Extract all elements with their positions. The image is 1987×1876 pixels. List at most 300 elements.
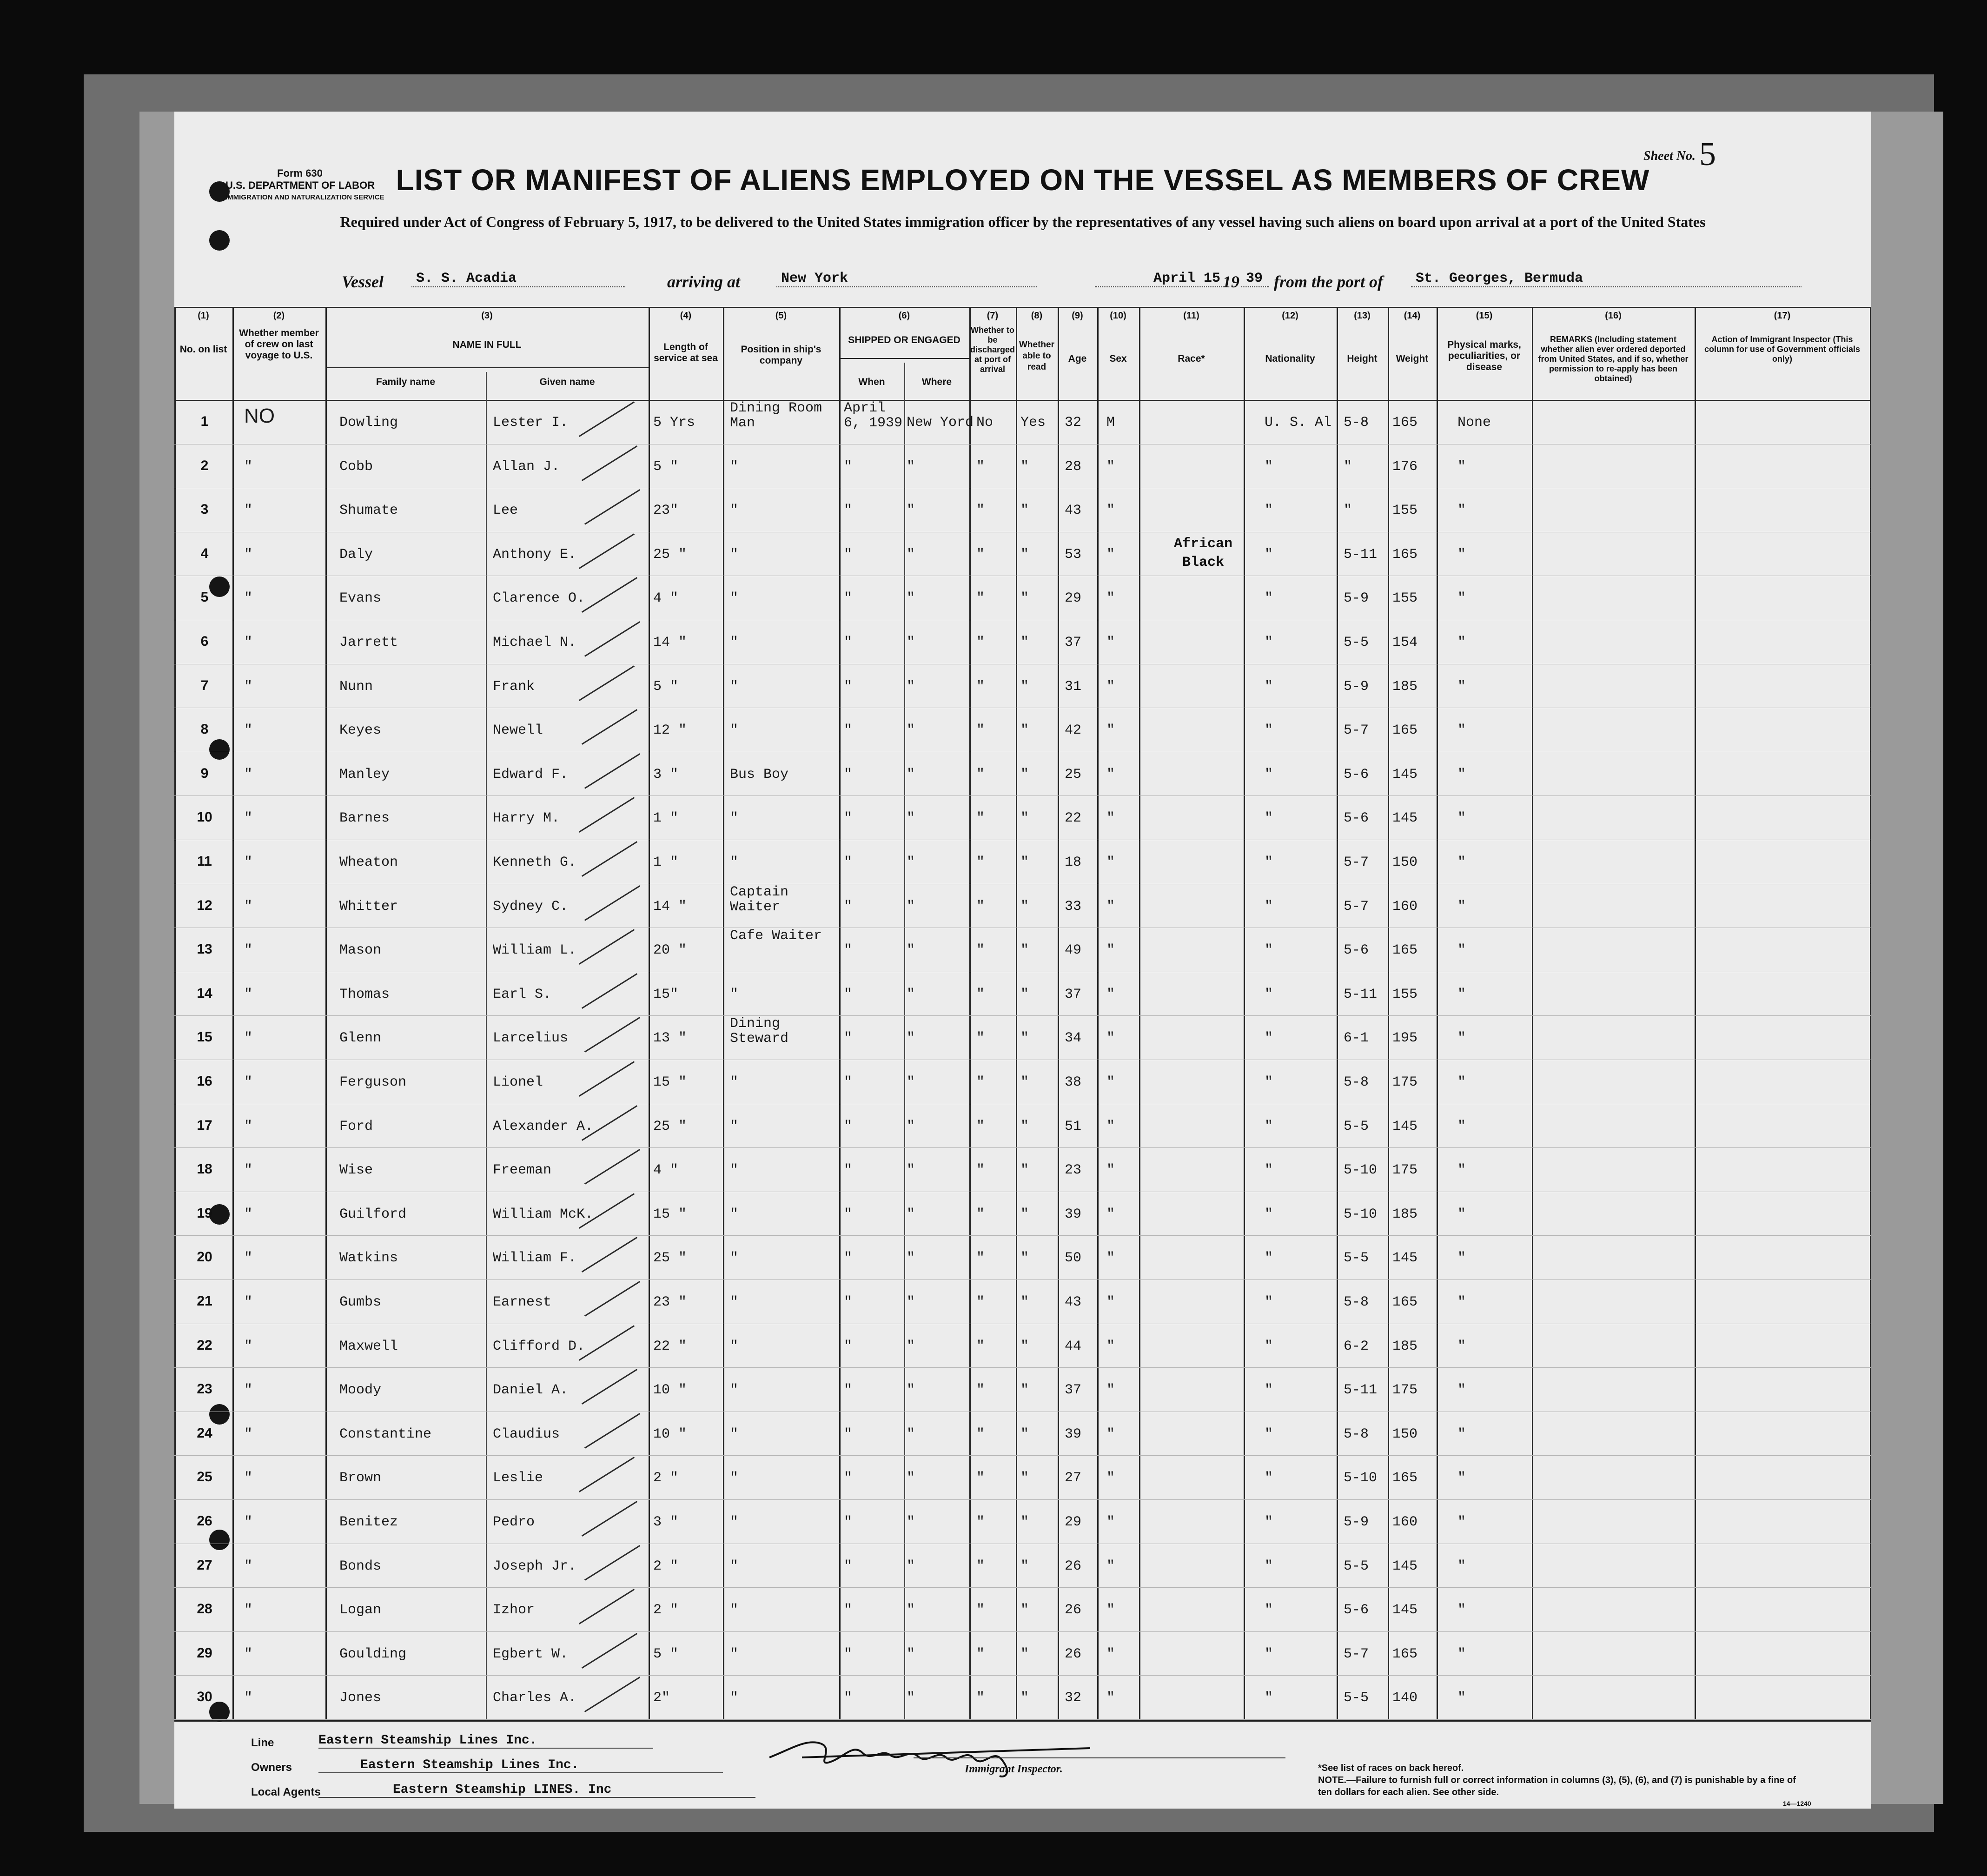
cell-read: Yes [1020, 415, 1046, 431]
col-no-6: (6) [898, 311, 910, 321]
cell-sex: " [1106, 678, 1115, 695]
cell-discharged: " [976, 635, 985, 650]
col-rule-when-where [904, 363, 905, 1720]
cell-read: " [1020, 590, 1029, 607]
cell-family: Ford [339, 1118, 373, 1134]
cell-age: 43 [1065, 503, 1082, 519]
cell-age: 50 [1065, 1250, 1082, 1266]
cell-service: 12 " [653, 723, 687, 739]
col-no-5: (5) [775, 311, 787, 321]
cell-family: Mason [339, 942, 382, 959]
hdr-inspector-action: Action of Immigrant Inspector (This column for use of Government officials only) [1704, 335, 1861, 364]
check-mark [579, 1457, 635, 1493]
cell-when: " [844, 1382, 853, 1399]
hdr-able-to-read: Whether able to read [1019, 340, 1054, 372]
cell-weight: 140 [1392, 1690, 1418, 1706]
cell-age: 44 [1065, 1338, 1082, 1354]
cell-where: " [907, 766, 915, 782]
cell-discharged: " [976, 766, 985, 782]
agents-label: Local Agents [251, 1786, 321, 1798]
cell-given: Earl S. [493, 986, 552, 1002]
cell-read: " [1020, 1338, 1029, 1354]
sheet-number: 5 [1699, 135, 1716, 172]
check-mark [582, 577, 637, 613]
check-mark [584, 1281, 640, 1317]
hdr-shipped-engaged: SHIPPED OR ENGAGED [848, 335, 960, 345]
cell-discharged: " [976, 1514, 985, 1530]
arrival-date: April 15 [1095, 271, 1225, 287]
cell-when: " [844, 1030, 853, 1047]
cell-family: Guilford [339, 1206, 407, 1222]
cell-height: 5-9 [1344, 1514, 1369, 1530]
cell-prev: " [244, 503, 253, 519]
cell-read: " [1020, 1646, 1029, 1662]
cell-service: 23" [653, 503, 679, 519]
cell-given: Allan J. [493, 458, 560, 475]
cell-discharged: " [976, 1426, 985, 1442]
inspector-label: Immigrant Inspector. [965, 1763, 1063, 1775]
cell-nationality: " [1265, 1514, 1273, 1530]
cell-weight: 160 [1392, 898, 1418, 915]
cell-nationality: " [1265, 898, 1273, 915]
cell-service: 1 " [653, 855, 679, 870]
shipped-sub-rule [839, 358, 969, 359]
col-no-7: (7) [987, 311, 999, 321]
cell-prev: " [244, 1338, 253, 1354]
cell-discharged: " [976, 1382, 985, 1399]
cell-read: " [1020, 986, 1029, 1002]
cell-height: 5-6 [1344, 766, 1369, 782]
cell-nationality: " [1265, 855, 1273, 870]
cell-marks: " [1457, 1338, 1466, 1354]
cell-where: " [907, 458, 915, 475]
cell-marks: " [1457, 635, 1466, 650]
cell-age: 33 [1065, 898, 1082, 915]
cell-weight: 154 [1392, 635, 1418, 650]
cell-prev: " [244, 1690, 253, 1706]
cell-when: " [844, 546, 853, 563]
row-rule [174, 1455, 1871, 1456]
cell-nationality: " [1265, 1294, 1273, 1310]
cell-when: " [844, 855, 853, 870]
cell-prev: " [244, 898, 253, 915]
cell-marks: " [1457, 986, 1466, 1002]
cell-position: " [730, 1690, 739, 1706]
cell-where: " [907, 810, 915, 827]
cell-given: Joseph Jr. [493, 1558, 577, 1574]
cell-nationality: " [1265, 546, 1273, 563]
cell-given: Lee [493, 503, 518, 519]
check-mark [582, 1501, 637, 1537]
cell-position: " [730, 1602, 739, 1618]
cell-position: " [730, 1250, 739, 1266]
row-number: 19 [197, 1205, 212, 1221]
cell-weight: 145 [1392, 1558, 1418, 1574]
cell-read: " [1020, 1030, 1029, 1047]
col-rule [1870, 307, 1871, 1720]
cell-height: 5-9 [1344, 678, 1369, 695]
cell-when: " [844, 942, 853, 959]
cell-sex: " [1106, 1206, 1115, 1222]
cell-height: 5-6 [1344, 942, 1369, 959]
row-number: 6 [200, 634, 209, 649]
race-line-1: African [1174, 536, 1233, 552]
cell-where: " [907, 635, 915, 650]
cell-age: 27 [1065, 1470, 1082, 1486]
cell-family: Glenn [339, 1030, 382, 1047]
cell-marks: " [1457, 1206, 1466, 1222]
table-bottom-rule [174, 1720, 1871, 1722]
cell-weight: 145 [1392, 1250, 1418, 1266]
cell-service: 2" [653, 1690, 670, 1706]
row-number: 5 [200, 590, 209, 605]
col-rule [1695, 307, 1696, 1720]
cell-height: 5-11 [1344, 1382, 1378, 1399]
row-number: 20 [197, 1249, 212, 1265]
cell-weight: 150 [1392, 855, 1418, 870]
cell-age: 32 [1065, 415, 1082, 431]
cell-sex: " [1106, 1514, 1115, 1530]
cell-given: Harry M. [493, 810, 560, 827]
cell-age: 37 [1065, 635, 1082, 650]
cell-sex: " [1106, 1118, 1115, 1134]
cell-marks: " [1457, 1690, 1466, 1706]
cell-nationality: " [1265, 986, 1273, 1002]
cell-read: " [1020, 1690, 1029, 1706]
cell-family: Jones [339, 1690, 382, 1706]
cell-given: Clarence O. [493, 590, 585, 607]
cell-sex: " [1106, 546, 1115, 563]
cell-when: " [844, 1426, 853, 1442]
cell-position: " [730, 1338, 739, 1354]
cell-height: 5-8 [1344, 415, 1369, 431]
cell-service: 4 " [653, 1162, 679, 1179]
cell-position: " [730, 503, 739, 519]
hdr-nationality: Nationality [1265, 353, 1315, 364]
cell-weight: 165 [1392, 546, 1418, 563]
cell-position: " [730, 1162, 739, 1179]
cell-prev: " [244, 1602, 253, 1618]
cell-where: " [907, 1646, 915, 1662]
check-mark [582, 709, 637, 745]
cell-read: " [1020, 1426, 1029, 1442]
cell-marks: " [1457, 1602, 1466, 1618]
cell-marks: " [1457, 1294, 1466, 1310]
row-number: 15 [197, 1029, 212, 1045]
cell-prev: " [244, 1558, 253, 1574]
cell-sex: " [1106, 1558, 1115, 1574]
cell-given: Anthony E. [493, 546, 577, 563]
cell-height: 5-5 [1344, 1118, 1369, 1134]
row-number: 27 [197, 1557, 212, 1573]
cell-family: Wheaton [339, 855, 398, 870]
cell-prev: " [244, 986, 253, 1002]
col-no-13: (13) [1354, 311, 1371, 321]
cell-weight: 165 [1392, 1294, 1418, 1310]
row-number: 4 [200, 545, 209, 561]
page-subtitle: Required under Act of Congress of February 5, 1917, to be delivered to the United States immigration officer by the representatives of any vessel having such aliens on board upon arrival at a port of the United States [340, 213, 1706, 230]
cell-age: 42 [1065, 723, 1082, 739]
check-mark [579, 533, 635, 569]
cell-discharged: " [976, 810, 985, 827]
hdr-position: Position in ship's company [741, 344, 821, 366]
cell-position: " [730, 458, 739, 475]
row-number: 29 [197, 1645, 212, 1661]
cell-marks: " [1457, 1470, 1466, 1486]
sheet-label: Sheet No. [1643, 149, 1696, 163]
cell-discharged: " [976, 678, 985, 695]
cell-height: 5-10 [1344, 1162, 1378, 1179]
cell-nationality: " [1265, 590, 1273, 607]
cell-weight: 155 [1392, 503, 1418, 519]
cell-when: " [844, 590, 853, 607]
cell-when: " [844, 678, 853, 695]
cell-discharged: " [976, 942, 985, 959]
check-mark [579, 929, 635, 965]
cell-height: 5-6 [1344, 1602, 1369, 1618]
cell-height: 5-5 [1344, 635, 1369, 650]
cell-when: " [844, 1690, 853, 1706]
cell-nationality: " [1265, 1206, 1273, 1222]
row-number: 2 [200, 457, 209, 473]
cell-family: Maxwell [339, 1338, 398, 1354]
cell-weight: 145 [1392, 766, 1418, 782]
cell-prev: " [244, 855, 253, 870]
cell-age: 38 [1065, 1074, 1082, 1090]
cell-when: " [844, 723, 853, 739]
check-mark [579, 1325, 635, 1361]
cell-prev: " [244, 1206, 253, 1222]
cell-marks: " [1457, 546, 1466, 563]
cell-read: " [1020, 942, 1029, 959]
manifest-table [174, 307, 1871, 1720]
hdr-physical-marks: Physical marks, peculiarities, or disease [1447, 339, 1521, 372]
row-rule [174, 1015, 1871, 1016]
col-rule [839, 307, 841, 1720]
cell-given: Freeman [493, 1162, 552, 1179]
cell-nationality: " [1265, 1030, 1273, 1047]
cell-height: 5-11 [1344, 546, 1378, 563]
cell-where: " [907, 1690, 915, 1706]
cell-position: " [730, 810, 739, 827]
cell-when: " [844, 810, 853, 827]
cell-given: Kenneth G. [493, 855, 577, 870]
page-title: LIST OR MANIFEST OF ALIENS EMPLOYED ON THE VESSEL AS MEMBERS OF CREW [396, 163, 1650, 197]
from-label: from the port of [1274, 272, 1384, 291]
hdr-given-name: Given name [539, 377, 595, 387]
cell-given: Earnest [493, 1294, 552, 1310]
cell-read: " [1020, 855, 1029, 870]
cell-read: " [1020, 1250, 1029, 1266]
cell-given: Egbert W. [493, 1646, 569, 1662]
cell-age: 39 [1065, 1426, 1082, 1442]
cell-service: 5 " [653, 1646, 679, 1662]
cell-nationality: " [1265, 1470, 1273, 1486]
cell-prev: NO [244, 404, 275, 427]
cell-marks: " [1457, 1382, 1466, 1399]
cell-height: " [1344, 503, 1352, 519]
cell-sex: " [1106, 1338, 1115, 1354]
cell-prev: " [244, 942, 253, 959]
hdr-length-of-service: Length of service at sea [654, 342, 718, 364]
col-no-16: (16) [1605, 311, 1622, 321]
check-mark [579, 665, 635, 701]
row-number: 8 [200, 722, 209, 737]
cell-sex: " [1106, 458, 1115, 475]
hdr-discharged: Whether to be discharged at port of arrival [970, 325, 1015, 374]
cell-position: " [730, 1118, 739, 1134]
col-no-12: (12) [1282, 311, 1298, 321]
col-rule [1337, 307, 1338, 1720]
cell-where: " [907, 1118, 915, 1134]
cell-where: " [907, 678, 915, 695]
cell-service: 25 " [653, 1118, 687, 1134]
cell-read: " [1020, 1118, 1029, 1134]
cell-sex: " [1106, 1646, 1115, 1662]
cell-prev: " [244, 1118, 253, 1134]
cell-age: 26 [1065, 1558, 1082, 1574]
cell-family: Constantine [339, 1426, 432, 1442]
cell-read: " [1020, 678, 1029, 695]
row-number: 24 [197, 1425, 212, 1441]
cell-nationality: U. S. Al [1265, 415, 1332, 431]
cell-read: " [1020, 898, 1029, 915]
cell-service: 15 " [653, 1206, 687, 1222]
cell-discharged: " [976, 723, 985, 739]
col-rule [1244, 307, 1245, 1720]
cell-prev: " [244, 1162, 253, 1179]
cell-weight: 165 [1392, 1646, 1418, 1662]
hdr-height: Height [1347, 353, 1378, 364]
cell-position: " [730, 1426, 739, 1442]
cell-marks: " [1457, 458, 1466, 475]
cell-sex: " [1106, 855, 1115, 870]
cell-prev: " [244, 1382, 253, 1399]
cell-service: 2 " [653, 1602, 679, 1618]
cell-position: " [730, 855, 739, 870]
col-rule [1097, 307, 1099, 1720]
cell-nationality: " [1265, 723, 1273, 739]
cell-position: Bus Boy [730, 766, 789, 782]
cell-position: " [730, 1646, 739, 1662]
cell-weight: 185 [1392, 1206, 1418, 1222]
cell-position: Cafe Waiter [730, 928, 822, 944]
cell-where: " [907, 1030, 915, 1047]
cell-marks: " [1457, 1030, 1466, 1047]
cell-prev: " [244, 810, 253, 827]
cell-family: Whitter [339, 898, 398, 915]
cell-prev: " [244, 635, 253, 650]
cell-when: " [844, 1294, 853, 1310]
cell-service: 2 " [653, 1470, 679, 1486]
footnote-races: *See list of races on back hereof. [1318, 1763, 1464, 1773]
check-mark [584, 1413, 640, 1449]
cell-where: " [907, 1382, 915, 1399]
cell-when: " [844, 1074, 853, 1090]
cell-discharged: " [976, 1162, 985, 1179]
cell-read: " [1020, 1206, 1029, 1222]
cell-where: " [907, 503, 915, 519]
cell-service: 15" [653, 986, 679, 1002]
cell-nationality: " [1265, 1646, 1273, 1662]
cell-given: Newell [493, 723, 543, 739]
col-no-8: (8) [1031, 311, 1043, 321]
cell-read: " [1020, 810, 1029, 827]
cell-service: 4 " [653, 590, 679, 607]
check-mark [584, 1545, 640, 1581]
cell-position: " [730, 635, 739, 650]
cell-nationality: " [1265, 1118, 1273, 1134]
cell-when: " [844, 1206, 853, 1222]
cell-discharged: " [976, 590, 985, 607]
cell-prev: " [244, 1470, 253, 1486]
row-number: 18 [197, 1161, 212, 1177]
cell-marks: " [1457, 898, 1466, 915]
cell-read: " [1020, 1074, 1029, 1090]
cell-when: " [844, 1162, 853, 1179]
cell-age: 53 [1065, 546, 1082, 563]
cell-given: Pedro [493, 1514, 535, 1530]
cell-when: " [844, 1558, 853, 1574]
cell-prev: " [244, 590, 253, 607]
cell-marks: " [1457, 1558, 1466, 1574]
check-mark [584, 489, 640, 525]
binder-hole [209, 230, 230, 251]
cell-prev: " [244, 723, 253, 739]
check-mark [579, 401, 635, 437]
cell-weight: 160 [1392, 1514, 1418, 1530]
cell-where: " [907, 1426, 915, 1442]
row-number: 11 [197, 854, 212, 869]
cell-prev: " [244, 1514, 253, 1530]
cell-service: 3 " [653, 1514, 679, 1530]
cell-age: 28 [1065, 458, 1082, 475]
cell-service: 23 " [653, 1294, 687, 1310]
cell-age: 22 [1065, 810, 1082, 827]
cell-height: 5-10 [1344, 1470, 1378, 1486]
check-mark [584, 885, 640, 921]
row-rule [174, 795, 1871, 796]
check-mark [582, 1633, 637, 1669]
cell-family: Cobb [339, 458, 373, 475]
cell-when: " [844, 503, 853, 519]
cell-prev: " [244, 1646, 253, 1662]
service: IMMIGRATION AND NATURALIZATION SERVICE [225, 193, 384, 201]
cell-family: Keyes [339, 723, 382, 739]
cell-given: Charles A. [493, 1690, 577, 1706]
line-value: Eastern Steamship Lines Inc. [318, 1733, 653, 1749]
row-rule [174, 1499, 1871, 1500]
form-number: Form 630 [277, 167, 323, 179]
col-no-11: (11) [1183, 311, 1199, 321]
cell-family: Watkins [339, 1250, 398, 1266]
cell-position: " [730, 1206, 739, 1222]
year-value: 39 [1241, 271, 1269, 287]
vessel-label: Vessel [342, 272, 384, 291]
cell-service: 20 " [653, 942, 687, 959]
row-number: 13 [197, 941, 212, 957]
cell-where: " [907, 1514, 915, 1530]
row-number: 1 [200, 414, 209, 429]
col-rule [969, 307, 971, 1720]
cell-sex: " [1106, 1162, 1115, 1179]
cell-weight: 155 [1392, 590, 1418, 607]
check-mark [582, 1369, 637, 1405]
cell-height: 5-9 [1344, 590, 1369, 607]
cell-family: Barnes [339, 810, 390, 827]
cell-where: New Yord [907, 415, 974, 431]
cell-service: 5 " [653, 458, 679, 475]
